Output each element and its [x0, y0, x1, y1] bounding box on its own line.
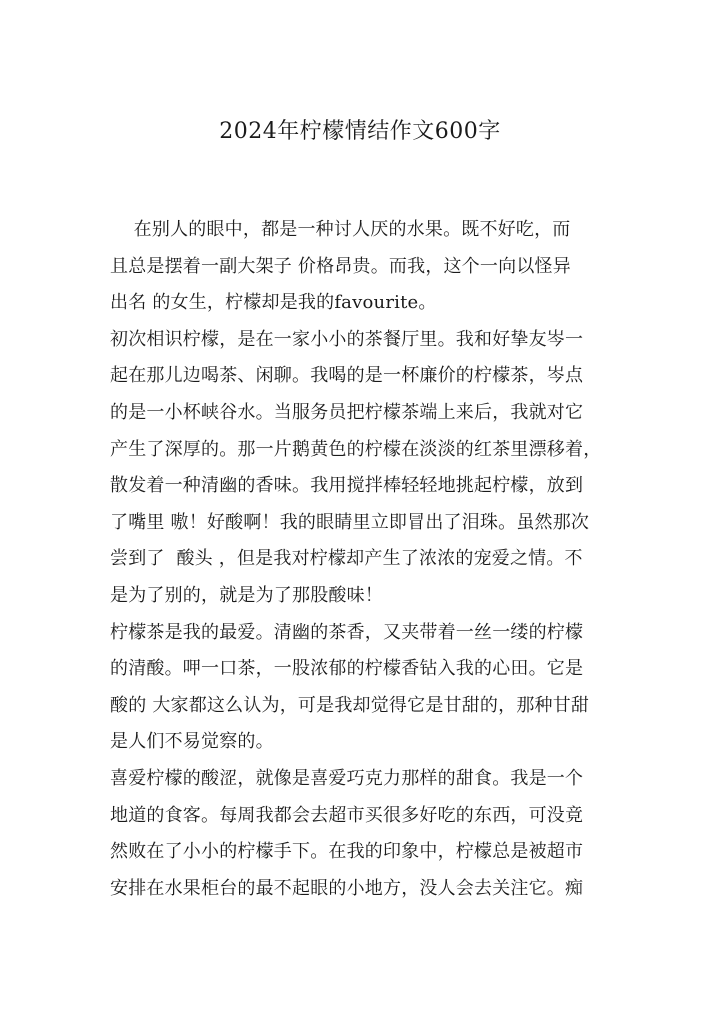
text-line: 的清酸。呷一口茶，一股浓郁的柠檬香钻入我的心田。它是	[110, 658, 584, 680]
text-line: 尝到了 酸头 ，但是我对柠檬却产生了浓浓的宠爱之情。不	[110, 548, 583, 570]
text-line: 散发着一种清幽的香味。我用搅拌棒轻轻地挑起柠檬，放到	[110, 475, 584, 497]
text-line: 是为了别的，就是为了那股酸味！	[110, 584, 383, 606]
text-line: 产生了深厚的。那一片鹅黄色的柠檬在淡淡的红茶里漂移着，	[110, 438, 602, 460]
text-line: 出名 的女生，柠檬却是我的favourite。	[110, 292, 437, 314]
text-line: 柠檬茶是我的最爱。清幽的茶香，又夹带着一丝一缕的柠檬	[110, 621, 584, 643]
text-line: 地道的食客。每周我都会去超市买很多好吃的东西，可没竟	[110, 804, 584, 826]
document-title: 2024年柠檬情结作文600字	[219, 119, 501, 144]
text-line: 是人们不易觉察的。	[110, 731, 274, 753]
text-line: 喜爱柠檬的酸涩，就像是喜爱巧克力那样的甜食。我是一个	[110, 767, 584, 789]
text-line: 然败在了小小的柠檬手下。在我的印象中，柠檬总是被超市	[110, 841, 584, 863]
document-body	[110, 212, 610, 907]
text-line: 起在那儿边喝茶、闲聊。我喝的是一杯廉价的柠檬茶，岑点	[110, 365, 584, 387]
text-line: 初次相识柠檬，是在一家小小的茶餐厅里。我和好挚友岑一	[110, 328, 584, 350]
text-line: 且总是摆着一副大架子 价格昂贵。而我，这个一向以怪异	[110, 255, 571, 277]
text-line: 安排在水果柜台的最不起眼的小地方，没人会去关注它。痴	[110, 877, 584, 899]
text-line: 酸的 大家都这么认为，可是我却觉得它是甘甜的，那种甘甜	[110, 694, 590, 716]
text-line: 了嘴里 嗷！好酸啊！我的眼睛里立即冒出了泪珠。虽然那次	[110, 511, 590, 533]
text-line: 在别人的眼中，都是一种讨人厌的水果。既不好吃，而	[110, 219, 571, 240]
text-line: 的是一小杯峡谷水。当服务员把柠檬茶端上来后，我就对它	[110, 401, 584, 423]
